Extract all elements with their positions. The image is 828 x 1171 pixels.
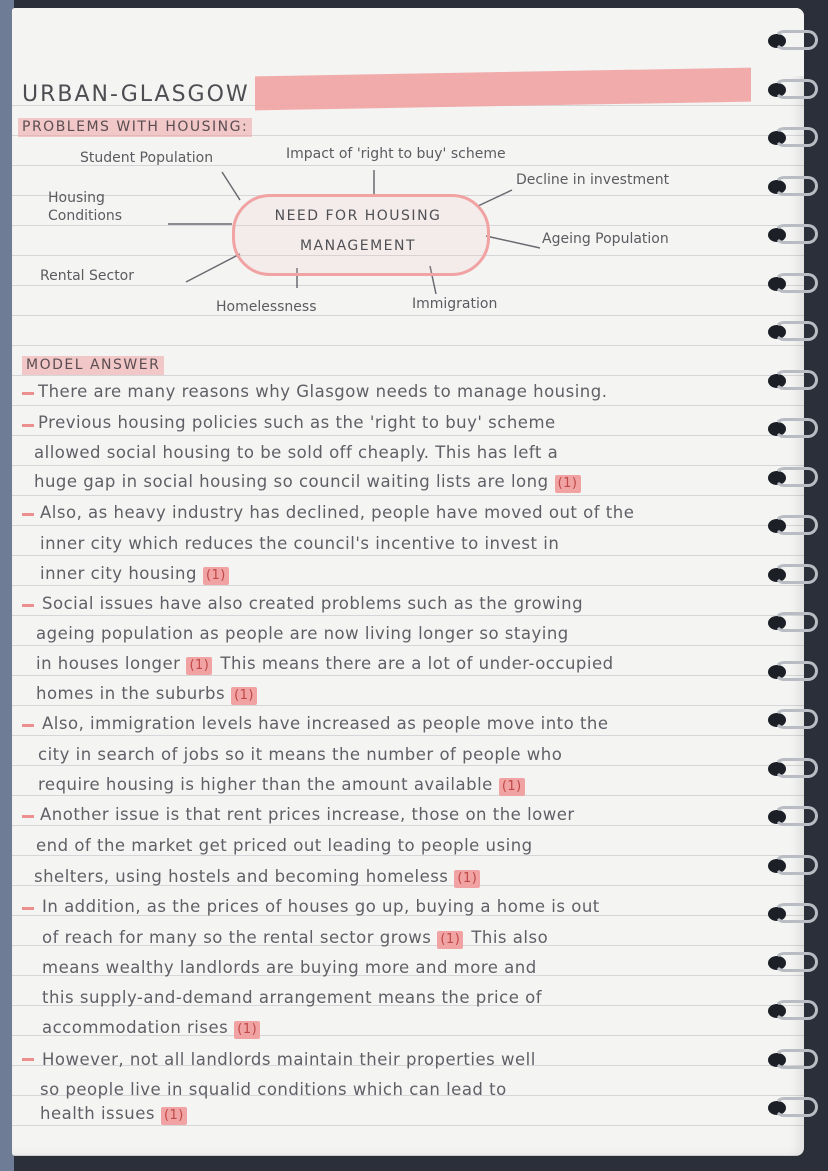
answer-text: huge gap in social housing so council waiting lists are long bbox=[34, 472, 549, 491]
spiral-ring bbox=[768, 952, 820, 974]
answer-line bbox=[42, 1018, 260, 1039]
answer-line bbox=[40, 1104, 187, 1125]
ring-wire bbox=[774, 30, 818, 50]
mark-badge: (1) bbox=[231, 687, 257, 705]
mark-badge: (1) bbox=[161, 1107, 187, 1125]
mindmap-center-cloud bbox=[232, 194, 490, 276]
node-decline-investment: Decline in investment bbox=[516, 172, 670, 188]
section-heading: PROBLEMS WITH HOUSING: bbox=[18, 118, 252, 137]
ring-wire bbox=[774, 806, 818, 826]
spiral-ring bbox=[768, 806, 820, 828]
answer-line: Previous housing policies such as the 'right to buy' scheme bbox=[38, 413, 556, 432]
answer-line bbox=[34, 867, 480, 888]
answer-text: of reach for many so the rental sector grows bbox=[42, 928, 432, 947]
ring-wire bbox=[774, 855, 818, 875]
spiral-ring bbox=[768, 612, 820, 634]
ring-wire bbox=[774, 758, 818, 778]
answer-text: This means there are a lot of under-occupied bbox=[220, 654, 614, 673]
spiral-ring bbox=[768, 515, 820, 537]
spiral-ring bbox=[768, 467, 820, 489]
node-rental-sector: Rental Sector bbox=[40, 268, 135, 284]
answer-line: ageing population as people are now living longer so staying bbox=[36, 624, 569, 643]
answer-line: means wealthy landlords are buying more and more and bbox=[42, 958, 537, 977]
answer-line: inner city which reduces the council's incentive to invest in bbox=[40, 534, 560, 553]
answer-line: this supply-and-demand arrangement means the price of bbox=[42, 988, 542, 1007]
node-ageing-population: Ageing Population bbox=[542, 231, 669, 247]
node-housing-conditions-1: Housing bbox=[48, 190, 105, 206]
ring-wire bbox=[774, 1000, 818, 1020]
spiral-ring bbox=[768, 1097, 820, 1119]
answer-line bbox=[36, 684, 257, 705]
node-homelessness: Homelessness bbox=[216, 299, 317, 315]
answer-line bbox=[42, 928, 548, 949]
answer-line: end of the market get priced out leading to people using bbox=[36, 836, 533, 855]
mark-badge: (1) bbox=[555, 475, 581, 493]
model-answer-heading: MODEL ANSWER bbox=[22, 356, 164, 375]
answer-text: require housing is higher than the amount available bbox=[38, 775, 493, 794]
answer-text: inner city housing bbox=[40, 564, 197, 583]
node-right-to-buy: Impact of 'right to buy' scheme bbox=[286, 146, 506, 162]
answer-line: so people live in squalid conditions which can lead to bbox=[40, 1080, 507, 1099]
ring-wire bbox=[774, 418, 818, 438]
answer-line: Also, immigration levels have increased as people move into the bbox=[42, 714, 609, 733]
spiral-ring bbox=[768, 79, 820, 101]
bullet-dash bbox=[22, 1058, 34, 1061]
spiral-ring bbox=[768, 321, 820, 343]
spiral-ring bbox=[768, 903, 820, 925]
answer-line: Another issue is that rent prices increase, those on the lower bbox=[40, 805, 575, 824]
answer-text: This also bbox=[471, 928, 549, 947]
answer-line: city in search of jobs so it means the number of people who bbox=[38, 745, 563, 764]
mark-badge: (1) bbox=[186, 657, 212, 675]
answer-text: homes in the suburbs bbox=[36, 684, 226, 703]
answer-line: There are many reasons why Glasgow needs to manage housing. bbox=[38, 382, 608, 401]
ring-wire bbox=[774, 79, 818, 99]
answer-line: Also, as heavy industry has declined, people have moved out of the bbox=[40, 503, 635, 522]
mindmap-center-line2: MANAGEMENT bbox=[299, 238, 417, 254]
bullet-dash bbox=[22, 724, 34, 727]
bullet-dash bbox=[22, 815, 34, 818]
ring-wire bbox=[774, 612, 818, 632]
answer-line: Social issues have also created problems such as the growing bbox=[42, 594, 584, 613]
spiral-ring bbox=[768, 661, 820, 683]
ring-wire bbox=[774, 952, 818, 972]
ring-wire bbox=[774, 273, 818, 293]
spiral-ring bbox=[768, 1000, 820, 1022]
bullet-dash bbox=[22, 392, 34, 395]
node-student-population: Student Population bbox=[80, 150, 214, 166]
answer-line: However, not all landlords maintain their properties well bbox=[42, 1050, 536, 1069]
answer-line bbox=[36, 654, 614, 675]
answer-line bbox=[38, 775, 525, 796]
spiral-ring bbox=[768, 855, 820, 877]
spiral-ring bbox=[768, 30, 820, 52]
spiral-ring bbox=[768, 1049, 820, 1071]
spiral-ring bbox=[768, 127, 820, 149]
answer-line: In addition, as the prices of houses go up, buying a home is out bbox=[42, 897, 600, 916]
spiral-ring bbox=[768, 273, 820, 295]
answer-text: in houses longer bbox=[36, 654, 181, 673]
bullet-dash bbox=[22, 513, 34, 516]
ring-wire bbox=[774, 176, 818, 196]
line-investment bbox=[478, 190, 512, 206]
spiral-ring bbox=[768, 370, 820, 392]
answer-text: health issues bbox=[40, 1104, 155, 1123]
spiral-ring bbox=[768, 224, 820, 246]
mindmap-center-line1: NEED FOR HOUSING bbox=[274, 208, 442, 224]
spiral-ring bbox=[768, 564, 820, 586]
ring-wire bbox=[774, 564, 818, 584]
node-immigration: Immigration bbox=[412, 296, 498, 312]
node-housing-conditions-2: Conditions bbox=[48, 208, 123, 224]
ring-wire bbox=[774, 321, 818, 341]
spiral-ring bbox=[768, 758, 820, 780]
page-title: URBAN-GLASGOW bbox=[22, 82, 250, 107]
ring-wire bbox=[774, 127, 818, 147]
ring-wire bbox=[774, 903, 818, 923]
bullet-dash bbox=[22, 604, 34, 607]
answer-line bbox=[34, 472, 581, 493]
ring-wire bbox=[774, 370, 818, 390]
mark-badge: (1) bbox=[234, 1021, 260, 1039]
answer-text: shelters, using hostels and becoming homeless bbox=[34, 867, 449, 886]
answer-line bbox=[40, 564, 229, 585]
ring-wire bbox=[774, 661, 818, 681]
bullet-dash bbox=[22, 424, 34, 427]
line-ageing bbox=[486, 236, 540, 248]
ring-wire bbox=[774, 515, 818, 535]
line-student bbox=[222, 172, 240, 200]
spiral-ring bbox=[768, 418, 820, 440]
mark-badge: (1) bbox=[437, 931, 463, 949]
answer-line: allowed social housing to be sold off cheaply. This has left a bbox=[34, 443, 559, 462]
ring-wire bbox=[774, 224, 818, 244]
line-rental bbox=[186, 254, 240, 282]
mark-badge: (1) bbox=[454, 870, 480, 888]
spiral-ring bbox=[768, 176, 820, 198]
mark-badge: (1) bbox=[203, 567, 229, 585]
ring-wire bbox=[774, 709, 818, 729]
ring-wire bbox=[774, 1049, 818, 1069]
ring-wire bbox=[774, 1097, 818, 1117]
bullet-dash bbox=[22, 907, 34, 910]
answer-text: accommodation rises bbox=[42, 1018, 229, 1037]
mark-badge: (1) bbox=[499, 778, 525, 796]
spiral-ring bbox=[768, 709, 820, 731]
ring-wire bbox=[774, 467, 818, 487]
